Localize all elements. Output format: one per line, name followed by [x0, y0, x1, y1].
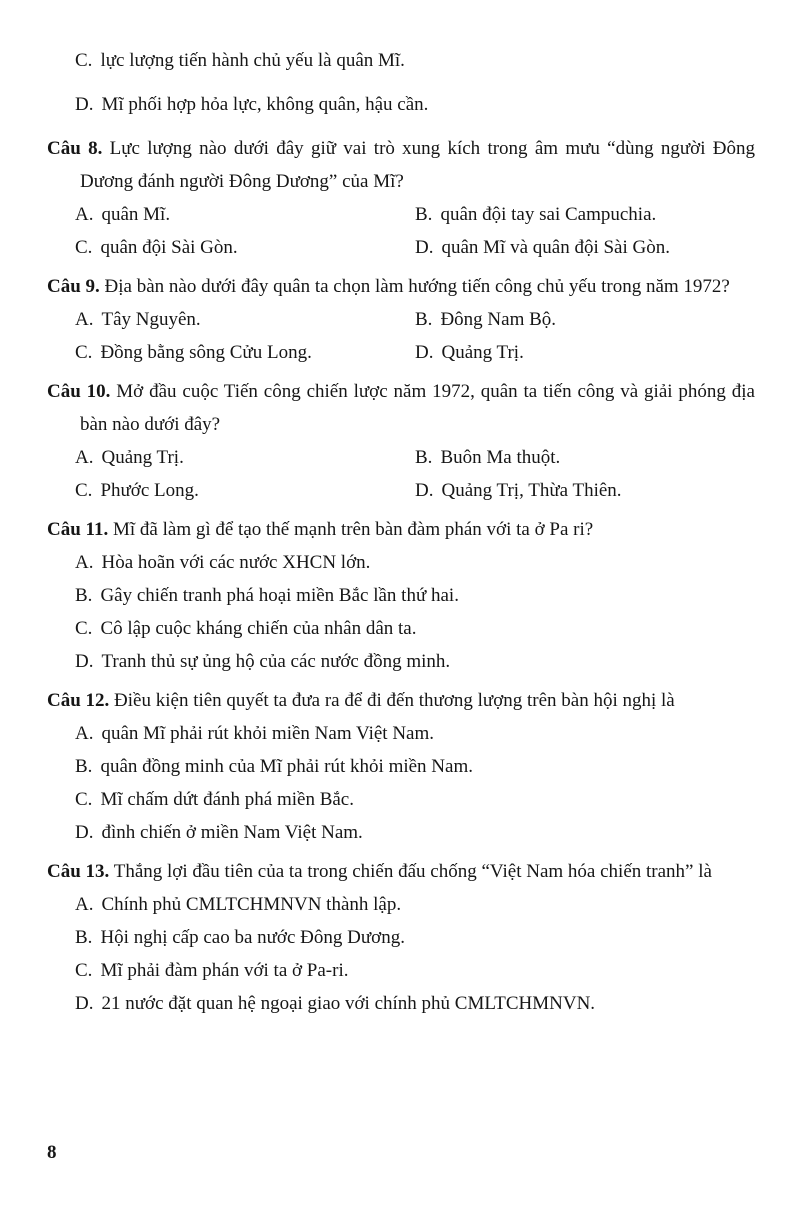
option-row: [75, 987, 755, 1020]
option-row: [75, 579, 755, 612]
question-number-label: Câu 11.: [47, 519, 109, 540]
option-key: D.: [415, 480, 434, 501]
option-row: [75, 441, 415, 474]
option-key: C.: [75, 618, 93, 639]
question-number-label: Câu 13.: [47, 861, 110, 882]
option-key: D.: [415, 342, 434, 363]
option-row: [75, 717, 755, 750]
option-key: D.: [75, 993, 94, 1014]
options-grid: [75, 441, 755, 507]
question-block: [47, 375, 755, 507]
option-key: A.: [75, 552, 94, 573]
page-number: 8: [47, 1142, 57, 1163]
options-grid: [75, 198, 755, 264]
option-key: D.: [75, 651, 94, 672]
option-text: Cô lập cuộc kháng chiến của nhân dân ta.: [100, 618, 417, 639]
option-text: Mĩ chấm dứt đánh phá miền Bắc.: [100, 789, 354, 810]
question-stem: [47, 270, 755, 303]
option-text: Tây Nguyên.: [101, 309, 201, 330]
option-text: lực lượng tiến hành chủ yếu là quân Mĩ.: [100, 50, 405, 71]
question-number-label: Câu 12.: [47, 690, 110, 711]
question-stem: [47, 513, 755, 546]
options-list: [75, 546, 755, 678]
option-row: [75, 612, 755, 645]
question-stem: [47, 132, 755, 198]
question-text: Lực lượng nào dưới đây giữ vai trò xung kích trong âm mưu “dùng người Đông Dương đánh người Đông Dương” của Mĩ?: [80, 138, 756, 192]
option-row: [75, 750, 755, 783]
option-key: B.: [415, 447, 433, 468]
option-text: Gây chiến tranh phá hoại miền Bắc lần thứ hai.: [100, 585, 459, 606]
option-text: Buôn Ma thuột.: [440, 447, 561, 468]
option-row: [75, 954, 755, 987]
option-row: [415, 231, 755, 264]
question-number-label: Câu 8.: [47, 138, 103, 159]
question-block: [47, 270, 755, 369]
option-text: Đông Nam Bộ.: [440, 309, 557, 330]
option-text: Quảng Trị, Thừa Thiên.: [441, 480, 622, 501]
option-text: Mĩ phải đàm phán với ta ở Pa-ri.: [100, 960, 349, 981]
option-key: D.: [75, 822, 94, 843]
question-stem: [47, 855, 755, 888]
option-row: [75, 231, 415, 264]
option-row: [75, 921, 755, 954]
option-text: Quảng Trị.: [101, 447, 184, 468]
option-key: B.: [415, 204, 433, 225]
option-text: Hòa hoãn với các nước XHCN lớn.: [101, 552, 371, 573]
option-key: C.: [75, 342, 93, 363]
option-key: C.: [75, 480, 93, 501]
option-key: D.: [415, 237, 434, 258]
option-key: C.: [75, 960, 93, 981]
question-text: Thắng lợi đầu tiên của ta trong chiến đấu chống “Việt Nam hóa chiến tranh” là: [113, 861, 712, 882]
option-key: A.: [75, 894, 94, 915]
leading-option-row: [75, 88, 755, 121]
option-text: quân đội Sài Gòn.: [100, 237, 238, 258]
option-row: [75, 198, 415, 231]
question-list: [47, 132, 755, 1020]
option-row: [75, 888, 755, 921]
question-block: [47, 132, 755, 264]
option-row: [75, 336, 415, 369]
option-row: [415, 303, 755, 336]
question-number-label: Câu 10.: [47, 381, 111, 402]
leading-option-row: [75, 44, 755, 77]
option-text: quân đồng minh của Mĩ phải rút khỏi miền Nam.: [100, 756, 473, 777]
option-text: quân Mĩ phải rút khỏi miền Nam Việt Nam.: [101, 723, 435, 744]
options-list: [75, 888, 755, 1020]
option-text: đình chiến ở miền Nam Việt Nam.: [101, 822, 363, 843]
option-text: Hội nghị cấp cao ba nước Đông Dương.: [100, 927, 405, 948]
option-row: [415, 198, 755, 231]
option-key: B.: [75, 756, 93, 777]
option-key: B.: [75, 927, 93, 948]
option-key: B.: [415, 309, 433, 330]
option-row: [75, 546, 755, 579]
question-text: Địa bàn nào dưới đây quân ta chọn làm hướng tiến công chủ yếu trong năm 1972?: [104, 276, 730, 297]
option-text: 21 nước đặt quan hệ ngoại giao với chính phủ CMLTCHMNVN.: [101, 993, 596, 1014]
option-row: [415, 474, 755, 507]
option-key: A.: [75, 723, 94, 744]
option-text: quân đội tay sai Campuchia.: [440, 204, 657, 225]
question-number-label: Câu 9.: [47, 276, 100, 297]
option-key: A.: [75, 447, 94, 468]
option-row: [75, 474, 415, 507]
option-text: quân Mĩ và quân đội Sài Gòn.: [441, 237, 670, 258]
option-text: quân Mĩ.: [101, 204, 171, 225]
option-text: Chính phủ CMLTCHMNVN thành lập.: [101, 894, 402, 915]
option-key: C.: [75, 789, 93, 810]
option-key: A.: [75, 204, 94, 225]
question-block: [47, 855, 755, 1020]
question-text: Điều kiện tiên quyết ta đưa ra để đi đến thương lượng trên bàn hội nghị là: [114, 690, 675, 711]
option-text: Đồng bằng sông Cửu Long.: [100, 342, 312, 363]
option-row: [415, 336, 755, 369]
option-row: [415, 441, 755, 474]
option-text: Mĩ phối hợp hỏa lực, không quân, hậu cần.: [101, 94, 429, 115]
option-text: Quảng Trị.: [441, 342, 524, 363]
option-key: C.: [75, 50, 93, 71]
options-grid: [75, 303, 755, 369]
question-stem: [47, 375, 755, 441]
option-key: D.: [75, 94, 94, 115]
question-text: Mĩ đã làm gì để tạo thế mạnh trên bàn đàm phán với ta ở Pa ri?: [113, 519, 594, 540]
question-text: Mở đầu cuộc Tiến công chiến lược năm 1972, quân ta tiến công và giải phóng địa bàn nào dưới đây?: [80, 381, 755, 435]
question-block: [47, 684, 755, 849]
question-stem: [47, 684, 755, 717]
option-row: [75, 816, 755, 849]
option-text: Tranh thủ sự ủng hộ của các nước đồng minh.: [101, 651, 451, 672]
option-row: [75, 645, 755, 678]
option-key: B.: [75, 585, 93, 606]
option-key: A.: [75, 309, 94, 330]
question-block: [47, 513, 755, 678]
option-key: C.: [75, 237, 93, 258]
options-list: [75, 717, 755, 849]
option-row: [75, 783, 755, 816]
option-row: [75, 303, 415, 336]
option-text: Phước Long.: [100, 480, 199, 501]
leading-options: [47, 44, 755, 121]
